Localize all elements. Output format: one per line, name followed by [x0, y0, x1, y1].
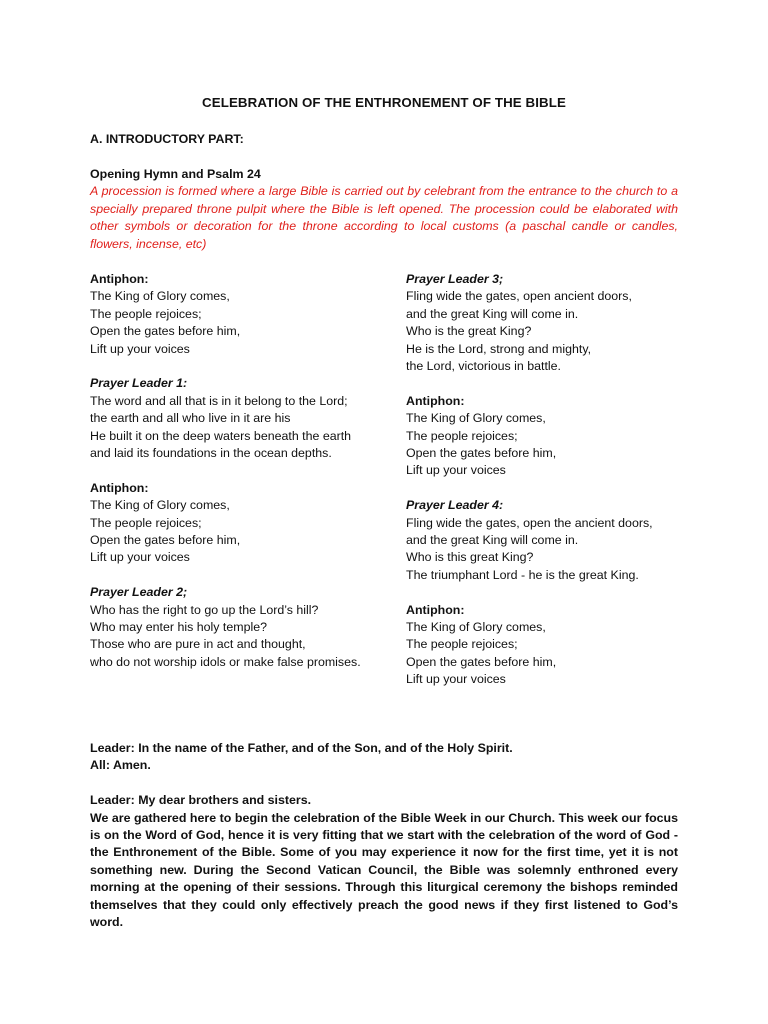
antiphon-heading: Antiphon:: [406, 602, 465, 617]
verse-block: [406, 271, 678, 375]
verse-line: Lift up your voices: [90, 341, 190, 356]
verse-line: The word and all that is in it belong to the Lord;: [90, 393, 348, 408]
verse-line: Open the gates before him,: [90, 324, 241, 339]
verse-block: [90, 375, 362, 462]
verse-line: Lift up your voices: [406, 463, 506, 478]
verse-line: Open the gates before him,: [406, 654, 557, 669]
spacer: [90, 775, 678, 792]
verse-line: The King of Glory comes,: [90, 498, 230, 513]
section-heading-introductory: A. INTRODUCTORY PART:: [90, 132, 244, 146]
prayer-leader-heading: Prayer Leader 3;: [406, 272, 504, 286]
closing-section: [90, 740, 678, 931]
right-column: [406, 271, 678, 706]
verse-line: Who is the great King?: [406, 324, 532, 339]
verse-line: Those who are pure in act and thought,: [90, 637, 306, 652]
verse-line: who do not worship idols or make false promises.: [90, 654, 361, 669]
verse-line: Open the gates before him,: [406, 446, 557, 461]
verse-block: [406, 393, 678, 480]
verse-block: [90, 271, 362, 358]
verse-line: Who is this great King?: [406, 550, 534, 565]
leader-greeting: Leader: My dear brothers and sisters.: [90, 793, 312, 808]
verse-line: Lift up your voices: [406, 672, 506, 687]
antiphon-heading: Antiphon:: [90, 480, 149, 495]
closing-paragraph: We are gathered here to begin the celebration of the Bible Week in our Church. This week our focus is on the Word of God, hence it is very fitting that we start with the celebration of the word of God - the Enthronement of the Bible. Some of you may experience it now for the first time, yet it is not something new. During the Second Vatican Council, the Bible was solemnly enthroned every morning at the opening of their sessions. Through this liturgical ceremony the bishops reminded themselves that they could only effectively preach the good news if they first listened to God’s word.: [90, 810, 678, 930]
verse-line: The people rejoices;: [90, 515, 202, 530]
verse-line: He is the Lord, strong and mighty,: [406, 341, 592, 356]
antiphon-heading: Antiphon:: [406, 393, 465, 408]
verse-block: [406, 497, 678, 584]
hymn-title: Opening Hymn and Psalm 24: [90, 167, 261, 181]
verse-line: The people rejoices;: [406, 428, 518, 443]
verse-block: [90, 584, 362, 671]
antiphon-heading: Antiphon:: [90, 272, 149, 286]
verse-line: Who has the right to go up the Lord’s hill?: [90, 602, 319, 617]
verse-line: The people rejoices;: [90, 306, 202, 321]
verse-line: Fling wide the gates, open ancient doors,: [406, 289, 632, 304]
prayer-leader-heading: Prayer Leader 1:: [90, 376, 188, 391]
verse-line: Who may enter his holy temple?: [90, 620, 267, 635]
verse-line: Lift up your voices: [90, 550, 190, 565]
verse-line: The King of Glory comes,: [406, 411, 546, 426]
verse-line: The King of Glory comes,: [90, 289, 230, 304]
intro-block: [90, 166, 678, 253]
prayer-leader-heading: Prayer Leader 2;: [90, 585, 188, 600]
prayer-leader-heading: Prayer Leader 4:: [406, 498, 504, 513]
verse-line: the Lord, victorious in battle.: [406, 359, 561, 374]
verse-line: and the great King will come in.: [406, 306, 579, 321]
verse-block: [406, 602, 678, 689]
verse-line: The triumphant Lord - he is the great King.: [406, 567, 639, 582]
verse-block: [90, 480, 362, 567]
procession-rubric: A procession is formed where a large Bible is carried out by celebrant from the entrance to the church to a specially prepared throne pulpit where the Bible is left opened. The procession could be elaborated with other symbols or decoration for the throne according to local customs (a paschal candle or candles, flowers, incense, etc): [90, 184, 678, 251]
leader-invocation: Leader: In the name of the Father, and of the Son, and of the Holy Spirit.: [90, 741, 513, 755]
verse-line: and the great King will come in.: [406, 533, 579, 548]
verse-line: Fling wide the gates, open the ancient doors,: [406, 515, 653, 530]
verse-line: Open the gates before him,: [90, 533, 241, 548]
page-title: CELEBRATION OF THE ENTHRONEMENT OF THE BIBLE: [202, 95, 566, 110]
all-amen: All: Amen.: [90, 758, 151, 773]
verse-line: He built it on the deep waters beneath the earth: [90, 428, 352, 443]
verse-line: The King of Glory comes,: [406, 620, 546, 635]
verse-line: the earth and all who live in it are his: [90, 411, 291, 426]
verse-line: and laid its foundations in the ocean depths.: [90, 446, 332, 461]
left-column: [90, 271, 362, 689]
verse-line: The people rejoices;: [406, 637, 518, 652]
